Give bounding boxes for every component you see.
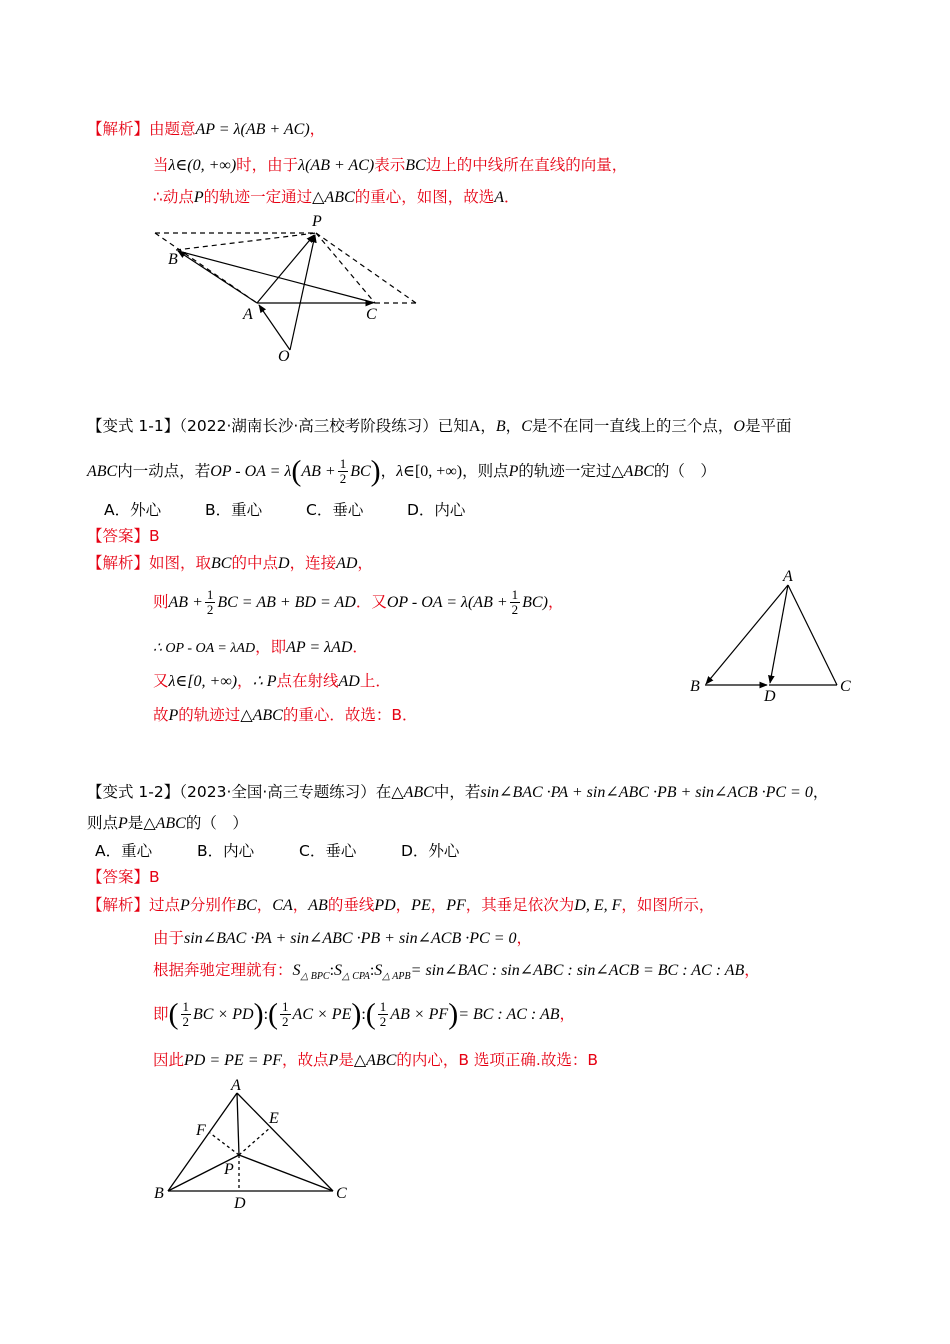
s3-fraction: $\frac{1}{2}$ xyxy=(182,999,190,1029)
s3-text: ，故点 xyxy=(282,1051,329,1069)
s3-feet: D, E, F xyxy=(574,897,622,914)
s2-point-c: C xyxy=(521,418,532,435)
s3-area-symbol: S xyxy=(334,962,343,979)
s3-text: 中，若 xyxy=(433,783,481,801)
s2-text: 又 xyxy=(153,672,169,690)
s3-area-sub: △ CPA xyxy=(342,971,370,982)
s2-expr: AB + xyxy=(168,594,203,611)
s2-expr: AP = λAD xyxy=(286,639,353,656)
s3-text: ，其垂足依次为 xyxy=(465,896,575,914)
s1-line3 xyxy=(153,186,520,209)
s3-source: （2023·全国·高三专题练习）在 xyxy=(179,783,392,801)
s3-seg-pf: PF xyxy=(446,897,466,914)
s2-text: 的重心．故选：B． xyxy=(282,706,418,724)
s3-text: 的垂线 xyxy=(327,896,375,914)
s2-vector-eq: OP - OA = λ xyxy=(210,463,292,480)
s3-label-a: A xyxy=(231,1077,241,1094)
s2-sol-line2 xyxy=(153,584,563,621)
s3-ratio: = sin∠BAC : sin∠ABC : sin∠ACB = BC : AC : AB xyxy=(410,962,745,979)
s2-vec-ab xyxy=(706,585,788,684)
s1-segment-bc: BC xyxy=(405,157,426,174)
s2-point-b: B xyxy=(495,418,506,435)
s2-answer xyxy=(87,525,160,547)
s2-lambda: λ∈ xyxy=(396,463,415,480)
s3-figure xyxy=(150,1075,355,1215)
s2-question-line1 xyxy=(87,415,791,438)
s2-sol-line1 xyxy=(87,552,373,575)
s2-text: ， xyxy=(357,554,373,572)
s3-area-symbol: S xyxy=(374,962,383,979)
s1-text: ． xyxy=(504,188,520,206)
s3-colon: : xyxy=(263,1006,269,1023)
s3-seg-pa xyxy=(237,1093,239,1155)
s2-label: 【变式 1-1】 xyxy=(87,417,180,435)
s3-text: 由于 xyxy=(153,929,185,947)
s3-sol-line4: 即( $\frac{1}{2}$ BC × PD):( $\frac{1}{2}$ AC × PE):( $\frac{1}{2}$ AB × PF)= BC : AC : AB， xyxy=(153,997,576,1031)
s2-option-a: A．外心 xyxy=(104,501,162,519)
s2-answer-label: 【答案】 xyxy=(87,527,150,545)
s3-label-e: E xyxy=(269,1110,279,1127)
s3-option-a: A．重心 xyxy=(95,842,153,860)
s3-colon: : xyxy=(361,1006,366,1023)
s2-sol-line5 xyxy=(153,704,417,727)
s2-text: 上． xyxy=(359,672,391,690)
s3-text: ， xyxy=(395,896,412,914)
s3-option-d: D．外心 xyxy=(401,842,460,860)
s3-text: 则点 xyxy=(87,814,119,832)
s1-text: 的重心，如图，故选 xyxy=(354,188,495,206)
s3-text: ， xyxy=(559,1005,576,1023)
s1-label-a: A xyxy=(243,306,253,323)
s3-label-b: B xyxy=(154,1185,164,1202)
s3-sol-line3 xyxy=(153,959,760,988)
s2-text: 如图，取 xyxy=(149,554,212,572)
s1-line1 xyxy=(87,118,325,141)
s3-options xyxy=(95,840,459,862)
s2-source: （2022·湖南长沙·高三校考阶段练习）已知 xyxy=(179,417,469,435)
s2-text: ， xyxy=(547,593,564,611)
s2-expr: ∴ OP - OA = λAD xyxy=(153,641,256,656)
s1-text: 表示 xyxy=(374,156,406,174)
s2-text: ． xyxy=(352,638,368,656)
s2-expr: BC) xyxy=(522,594,548,611)
s1-text: 当 xyxy=(153,156,169,174)
s2-seg-ad: AD xyxy=(336,555,358,572)
s2-label-c: C xyxy=(840,678,851,695)
s3-option-c: C．垂心 xyxy=(299,842,357,860)
s2-interval: [0, +∞) xyxy=(414,463,463,480)
s2-text: ，连接 xyxy=(289,554,337,572)
s3-text: ， xyxy=(744,961,760,979)
s2-options xyxy=(104,499,465,521)
s2-text: 点在射线 xyxy=(276,672,339,690)
s3-point-p: P xyxy=(328,1052,339,1069)
s2-text: ．又 xyxy=(355,593,387,611)
s3-answer-value: B xyxy=(149,868,160,886)
s3-text: ， xyxy=(292,896,309,914)
s1-vec-ab xyxy=(178,251,257,303)
s2-expr: ∴ P xyxy=(252,673,277,690)
s3-sol-line2 xyxy=(153,927,532,950)
s1-line2 xyxy=(153,154,627,177)
s2-text: 内一动点，若 xyxy=(117,462,211,480)
s2-expr: OP - OA = λ(AB + xyxy=(386,594,508,611)
s3-point-p: P xyxy=(180,897,190,914)
s3-seg-ab: AB xyxy=(308,897,328,914)
s2-seg-bc: BC xyxy=(211,555,232,572)
s3-text: 过点 xyxy=(149,896,181,914)
s2-text: 是不在同一直线上的三个点， xyxy=(531,417,734,435)
s1-label-c: C xyxy=(366,306,377,323)
s2-point-p: P xyxy=(168,707,179,724)
s2-point-d: D xyxy=(278,555,290,572)
s3-label: 【变式 1-2】 xyxy=(87,783,180,801)
s3-term: AB × PF xyxy=(390,1006,449,1023)
s2-vector-bc: BC xyxy=(350,463,371,480)
s1-figure xyxy=(150,210,430,370)
s2-option-c: C．垂心 xyxy=(306,501,364,519)
s3-answer xyxy=(87,866,160,888)
s3-seg-pc xyxy=(239,1155,333,1191)
s3-condition: sin∠BAC ·PA + sin∠ABC ·PB + sin∠ACB ·PC = 0 xyxy=(184,930,517,947)
s1-text: 时，由于 xyxy=(236,156,299,174)
s1-label-b: B xyxy=(168,251,178,268)
s2-sol-line3 xyxy=(153,636,368,660)
s3-triangle: △ABC xyxy=(353,1052,397,1069)
s3-answer-label: 【答案】 xyxy=(87,868,150,886)
s2-expr: λ∈[0, +∞) xyxy=(168,673,238,690)
s1-label-o: O xyxy=(278,348,290,365)
s3-text: 是 xyxy=(127,814,144,832)
s3-ratio: = BC : AC : AB xyxy=(458,1006,560,1023)
s2-label-d: D xyxy=(764,688,776,705)
s3-condition: sin∠BAC ·PA + sin∠ABC ·PB + sin∠ACB ·PC = 0 xyxy=(480,784,813,801)
s2-option-d: D．内心 xyxy=(407,501,466,519)
s3-text: 即 xyxy=(153,1005,169,1023)
s3-label-c: C xyxy=(336,1185,347,1202)
s3-colon: : xyxy=(369,962,375,979)
s3-term: AC × PE xyxy=(292,1006,352,1023)
s2-sol-label: 【解析】 xyxy=(87,554,150,572)
s2-point-o: O xyxy=(733,418,745,435)
s3-text: 根据奔驰定理就有： xyxy=(153,961,293,979)
s3-text: 的内心，B 选项正确.故选：B xyxy=(396,1051,598,1069)
s2-text: ，则点 xyxy=(462,462,509,480)
s3-text: ， xyxy=(812,783,829,801)
s3-option-b: B．内心 xyxy=(197,842,255,860)
s3-text: 因此 xyxy=(153,1051,185,1069)
s3-perp-pe xyxy=(239,1127,271,1155)
s2-label-a: A xyxy=(783,568,793,585)
s2-sol-line4 xyxy=(153,670,391,693)
s2-text: 是平面 xyxy=(744,417,792,435)
s2-option-b: B．重心 xyxy=(205,501,263,519)
s2-vector-ab: AB + xyxy=(301,463,336,480)
s1-dash-bp xyxy=(176,233,316,250)
s3-text: ， xyxy=(516,929,532,947)
s3-label-f: F xyxy=(196,1122,206,1139)
s2-point-a: A xyxy=(468,418,481,435)
s1-vector-sum: λ(AB + AC) xyxy=(298,157,375,174)
s3-text: ， xyxy=(430,896,447,914)
s1-vec-op xyxy=(290,235,315,350)
s3-area-symbol: S xyxy=(292,962,301,979)
s1-dash-pc xyxy=(316,233,375,303)
s3-area-sub: △ APB xyxy=(382,971,411,982)
s2-triangle: △ABC xyxy=(240,707,283,724)
s2-text: 则 xyxy=(153,593,169,611)
s3-area-sub: △ BPC xyxy=(300,971,330,982)
s3-seg-pd: PD xyxy=(374,897,396,914)
s2-triangle: △ABC xyxy=(611,463,654,480)
s2-text: 的中点 xyxy=(231,554,278,572)
s2-question-line2: ABC内一动点，若OP - OA = λ(AB + $\frac{1}{2}$ BC)，λ∈[0, +∞)，则点P的轨迹一定过△ABC的（ ） xyxy=(87,454,716,488)
s3-question-line1 xyxy=(87,781,828,804)
s1-lambda-range: λ∈(0, +∞) xyxy=(168,157,237,174)
s3-seg-ca: CA xyxy=(272,897,293,914)
s2-figure xyxy=(685,565,860,710)
s1-point-p: P xyxy=(193,189,204,206)
s2-label-b: B xyxy=(690,678,700,695)
s3-text: ，如图所示， xyxy=(621,896,715,914)
s2-text: ， xyxy=(380,462,397,480)
s1-punct: ， xyxy=(309,120,326,138)
s3-point-p: P xyxy=(118,815,128,832)
s3-sol-label: 【解析】 xyxy=(87,896,150,914)
s3-text: 分别作 xyxy=(189,896,237,914)
s3-perp-pf xyxy=(210,1133,239,1155)
s3-question-line2 xyxy=(87,812,248,835)
s3-sol-line5 xyxy=(153,1049,598,1072)
s2-text: 的轨迹过 xyxy=(178,706,241,724)
s3-label-p: P xyxy=(224,1161,234,1178)
s3-seg-pe: PE xyxy=(411,897,431,914)
s3-equal-dist: PD = PE = PF xyxy=(184,1052,283,1069)
s1-text: ∴动点 xyxy=(153,188,194,206)
s3-fraction: $\frac{1}{2}$ xyxy=(282,999,289,1029)
s2-expr: BC = AB + BD = AD xyxy=(217,594,356,611)
s1-text: 的轨迹一定通过 xyxy=(203,188,313,206)
s3-triangle: △ABC xyxy=(391,784,434,801)
s2-point-p: P xyxy=(508,463,519,480)
s3-term: BC × PD xyxy=(193,1006,254,1023)
s3-colon: : xyxy=(329,962,335,979)
s1-vector-eq: AP = λ(AB + AC) xyxy=(195,121,310,138)
s2-vec-ad xyxy=(770,585,788,683)
s1-dash-right xyxy=(316,233,416,303)
s3-text: ， xyxy=(256,896,273,914)
s1-vec-oa xyxy=(259,305,290,350)
s2-text: 的轨迹一定过 xyxy=(518,462,612,480)
s3-text: 的（ ） xyxy=(185,814,248,832)
s2-sep: ， xyxy=(505,417,522,435)
s3-label-d: D xyxy=(234,1195,246,1212)
s3-seg-bc: BC xyxy=(236,897,257,914)
s1-choice: A xyxy=(494,189,504,206)
s2-text: ， xyxy=(237,672,253,690)
s3-fraction: $\frac{1}{2}$ xyxy=(379,999,387,1029)
s2-plane-abc: ABC xyxy=(87,463,118,480)
s2-answer-value: B xyxy=(149,527,160,545)
s3-sol-line1 xyxy=(87,894,714,917)
s2-fraction: $\frac{1}{2}$ xyxy=(339,456,347,486)
s3-text: 是 xyxy=(338,1051,354,1069)
s1-text: 边上的中线所在直线的向量， xyxy=(425,156,628,174)
s2-side-ac xyxy=(788,585,837,685)
s2-fraction: $\frac{1}{2}$ xyxy=(511,587,519,617)
s1-text: 由题意 xyxy=(149,120,196,138)
s2-fraction: $\frac{1}{2}$ xyxy=(206,587,214,617)
s2-text: ，即 xyxy=(255,638,287,656)
s3-triangle: △ABC xyxy=(143,815,186,832)
s1-seg-bc xyxy=(178,251,375,303)
s1-label: 【解析】 xyxy=(87,120,150,138)
s3-side-ac xyxy=(237,1093,333,1191)
s1-label-p: P xyxy=(312,213,322,230)
s2-text: 的（ ） xyxy=(653,462,716,480)
s2-sep: ， xyxy=(480,417,496,435)
s2-seg-ad: AD xyxy=(338,673,360,690)
s2-text: 故 xyxy=(153,706,169,724)
s1-triangle: △ABC xyxy=(312,189,355,206)
s1-vec-ap xyxy=(257,235,314,303)
